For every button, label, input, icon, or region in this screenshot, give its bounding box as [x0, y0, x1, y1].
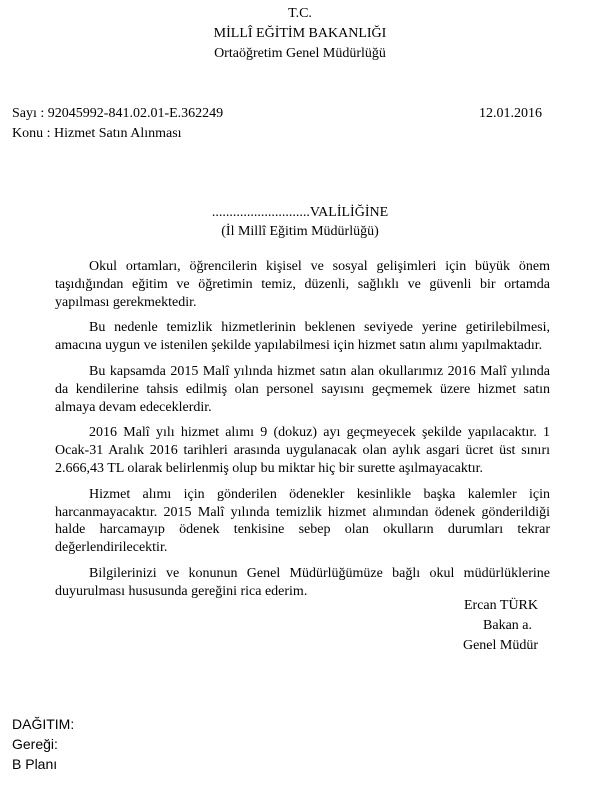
- reference-row: [12, 104, 542, 124]
- signature-block: [463, 596, 538, 656]
- distribution-block: [12, 714, 74, 774]
- body-paragraph: Bilgilerinizi ve konunun Genel Müdürlüğümüze bağlı okul müdürlüklerine duyurulması hususunda gereğini rica ederim.: [55, 565, 550, 599]
- letterhead-country: T.C.: [288, 6, 312, 21]
- distribution-line: B Planı: [12, 756, 58, 772]
- addressee-title: ............................VALİLİĞİNE: [211, 205, 389, 220]
- addressee: [0, 203, 600, 241]
- addressee-subtitle: (İl Millî Eğitim Müdürlüğü): [221, 224, 379, 239]
- letterhead-directorate: Ortaöğretim Genel Müdürlüğü: [214, 46, 386, 61]
- document-date: 12.01.2016: [479, 106, 542, 121]
- reference-number: [12, 104, 223, 124]
- subject-row: [12, 124, 542, 144]
- reference-label: Sayı: [12, 106, 37, 121]
- distribution-heading: DAĞITIM:: [12, 716, 75, 732]
- letter-body: [55, 258, 550, 609]
- signatory-name: Ercan TÜRK: [464, 598, 538, 613]
- body-paragraph: Okul ortamları, öğrencilerin kişisel ve sosyal gelişimleri için büyük önem taşıdığından eğitim ve öğretimin temiz, düzenli, sağlıklı ve güvenli bir ortamda yapılması gerekmektedir.: [55, 259, 550, 310]
- subject-label: Konu: [12, 126, 44, 141]
- reference-value: : 92045992-841.02.01-E.362249: [40, 106, 224, 121]
- signatory-title: Bakan a.: [483, 618, 532, 633]
- distribution-line: Gereği:: [12, 736, 58, 752]
- subject-value: : Hizmet Satın Alınması: [46, 126, 182, 141]
- letterhead-ministry: MİLLÎ EĞİTİM BAKANLIĞI: [213, 26, 387, 41]
- letterhead: [0, 4, 600, 64]
- body-paragraph: Hizmet alımı için gönderilen ödenekler kesinlikle başka kalemler için harcanmayacaktır. 2015 Malî yılında temizlik hizmet alımından ödenek gönderildiği halde harcamayıp ödenek tenkisine sebep olan okulların durumları tekrar değerlendirilecektir.: [55, 486, 550, 556]
- body-paragraph: 2016 Malî yılı hizmet alımı 9 (dokuz) ayı geçmeyecek şekilde yapılacaktır. 1 Ocak-31 Aralık 2016 tarihleri arasında uygulanacak olan aylık asgari ücret üst sınırı 2.666,43 TL olarak belirlenmiş olup bu miktar hiç bir surette aşılmayacaktır.: [55, 425, 550, 476]
- body-paragraph: Bu nedenle temizlik hizmetlerinin beklenen seviyede yerine getirilebilmesi, amacına uygun ve istenilen şekilde yapılabilmesi için hizmet satın alımı yapılmaktadır.: [55, 320, 550, 354]
- signatory-position: Genel Müdür: [462, 638, 538, 653]
- body-paragraph: Bu kapsamda 2015 Malî yılında hizmet satın alan okullarımız 2016 Malî yılında da kendilerine tahsis edilmiş olan personel sayısını geçmemek üzere hizmet satın almaya devam edeceklerdir.: [55, 363, 550, 415]
